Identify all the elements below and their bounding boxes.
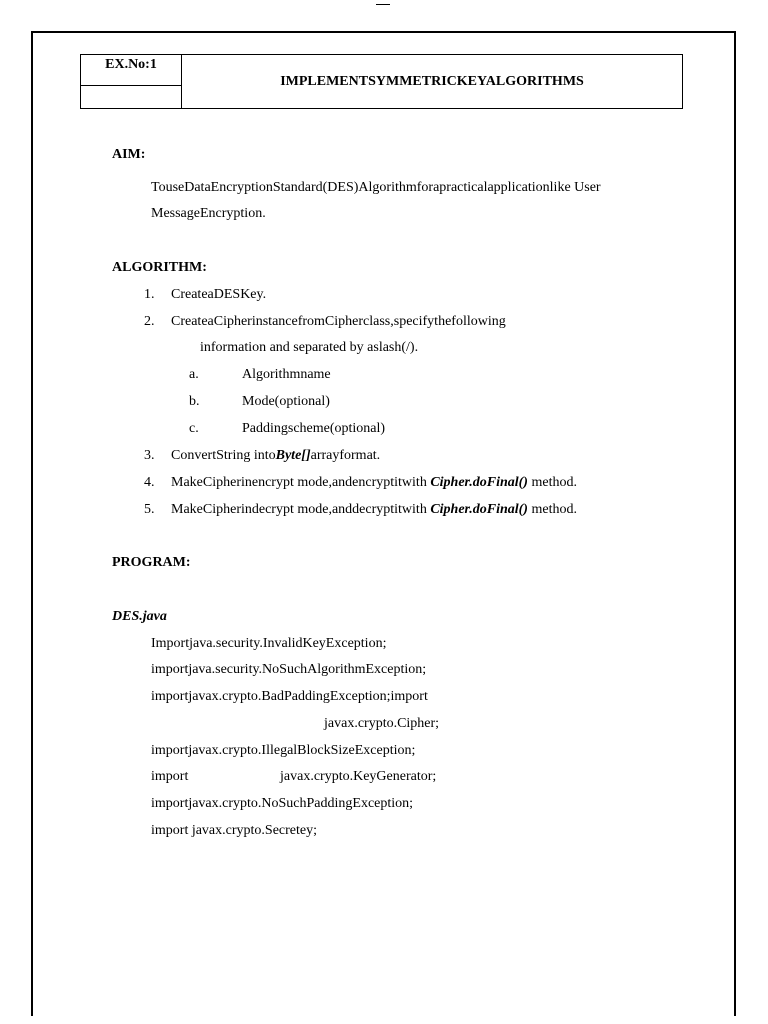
- substep-text: Paddingscheme(optional): [242, 421, 386, 436]
- page-top-mark: [376, 0, 390, 5]
- step-text: CreateaCipherinstancefromCipherclass,specifythefollowing: [171, 314, 506, 329]
- step-number: 2.: [144, 314, 155, 329]
- code-line: javax.crypto.Cipher;: [324, 716, 440, 731]
- step-number: 1.: [144, 287, 155, 302]
- step-text-continued: information and separated by aslash(/).: [200, 340, 419, 355]
- algorithm-heading: ALGORITHM:: [112, 260, 207, 275]
- step-text: [171, 448, 380, 464]
- step-number: 4.: [144, 475, 155, 490]
- aim-text-line1: TouseDataEncryptionStandard(DES)Algorithmforapracticalapplicationlike User: [151, 180, 601, 195]
- step-text: [171, 475, 577, 491]
- step-number: 3.: [144, 448, 155, 463]
- code-line: importjavax.crypto.IllegalBlockSizeException;: [151, 743, 416, 758]
- substep-letter: b.: [189, 394, 200, 409]
- substep-text: Mode(optional): [242, 394, 330, 409]
- code-line: importjava.security.NoSuchAlgorithmException;: [151, 662, 427, 677]
- step-text-post: method.: [527, 475, 577, 490]
- step-code-term: Cipher.doFinal(): [430, 502, 528, 517]
- program-heading: PROGRAM:: [112, 555, 191, 570]
- substep-text: Algorithmname: [242, 367, 331, 382]
- exercise-title: IMPLEMENTSYMMETRICKEYALGORITHMS: [182, 55, 683, 109]
- substep-letter: c.: [189, 421, 199, 436]
- step-text-post: arrayformat.: [310, 448, 381, 463]
- exercise-date-cell: [81, 86, 182, 109]
- step-text: CreateaDESKey.: [171, 287, 267, 302]
- code-line: importjavax.crypto.BadPaddingException;import: [151, 689, 428, 704]
- step-text: [171, 502, 577, 518]
- step-code-term: Byte[]: [275, 448, 311, 463]
- aim-heading: AIM:: [112, 147, 146, 162]
- exercise-number: EX.No:1: [81, 55, 182, 86]
- aim-text-line2: MessageEncryption.: [151, 206, 266, 221]
- substep-letter: a.: [189, 367, 199, 382]
- code-line: javax.crypto.KeyGenerator;: [280, 769, 437, 784]
- exercise-header-table: [80, 54, 683, 109]
- step-code-term: Cipher.doFinal(): [430, 475, 528, 490]
- code-line: Importjava.security.InvalidKeyException;: [151, 636, 387, 651]
- page-border: [31, 31, 736, 1016]
- code-line: import: [151, 769, 189, 784]
- program-file-name: DES.java: [112, 609, 167, 624]
- code-line: import javax.crypto.Secretey;: [151, 823, 317, 838]
- step-number: 5.: [144, 502, 155, 517]
- step-text-post: method.: [527, 502, 577, 517]
- step-text-pre: MakeCipherinencrypt mode,andencryptitwith: [171, 475, 431, 490]
- step-text-pre: ConvertString into: [171, 448, 276, 463]
- code-line: importjavax.crypto.NoSuchPaddingException;: [151, 796, 414, 811]
- step-text-pre: MakeCipherindecrypt mode,anddecryptitwith: [171, 502, 431, 517]
